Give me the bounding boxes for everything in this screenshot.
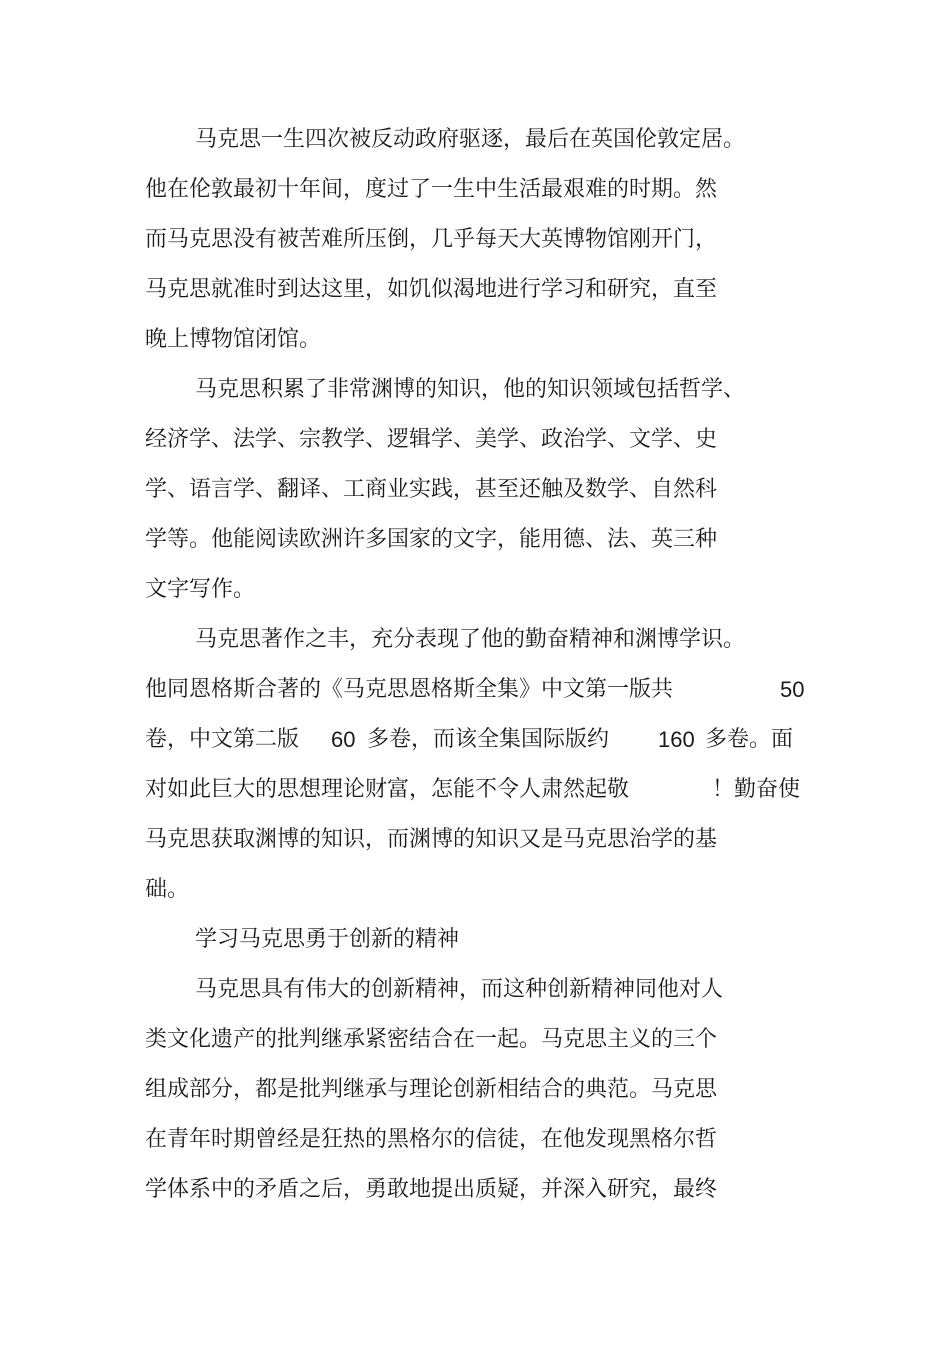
paragraph-3-line-4-part-b: ！勤奋使 (712, 777, 801, 802)
paragraph-2-line-2: 经济学、法学、宗教学、逻辑学、美学、政治学、文学、史 (145, 427, 718, 452)
paragraph-3-number-60: 60 (331, 727, 356, 752)
paragraph-2-line-3: 学、语言学、翻译、工商业实践，甚至还触及数学、自然科 (145, 477, 718, 502)
paragraph-3-line-1: 马克思著作之丰，充分表现了他的勤奋精神和渊博学识。 (195, 627, 746, 652)
paragraph-3-line-3-part-c: 多卷。面 (705, 727, 794, 752)
paragraph-1-line-3: 而马克思没有被苦难所压倒，几乎每天大英博物馆刚开门， (145, 227, 718, 252)
paragraph-3-line-5: 马克思获取渊博的知识，而渊博的知识又是马克思治学的基 (145, 827, 718, 852)
paragraph-3-line-6: 础。 (145, 877, 190, 902)
paragraph-2-line-5: 文字写作。 (145, 577, 256, 602)
paragraph-1-line-4: 马克思就准时到达这里，如饥似渴地进行学习和研究，直至 (145, 277, 718, 302)
paragraph-3-line-3-part-b: 多卷，而该全集国际版约 (367, 727, 610, 752)
paragraph-3-line-4-part-a: 对如此巨大的思想理论财富，怎能不令人肃然起敬 (145, 777, 630, 802)
paragraph-1-line-5: 晚上博物馆闭馆。 (145, 327, 322, 352)
paragraph-1-line-2: 他在伦敦最初十年间，度过了一生中生活最艰难的时期。然 (145, 177, 718, 202)
paragraph-3-line-3-part-a: 卷，中文第二版 (145, 727, 300, 752)
paragraph-3-number-50: 50 (780, 677, 805, 702)
section-heading: 学习马克思勇于创新的精神 (195, 927, 460, 952)
paragraph-3-line-2: 他同恩格斯合著的《马克思恩格斯全集》中文第一版共 (145, 677, 674, 702)
paragraph-3-number-160: 160 (658, 727, 695, 752)
paragraph-4-line-1: 马克思具有伟大的创新精神，而这种创新精神同他对人 (195, 977, 724, 1002)
paragraph-4-line-5: 学体系中的矛盾之后，勇敢地提出质疑，并深入研究，最终 (145, 1177, 718, 1202)
paragraph-4-line-4: 在青年时期曾经是狂热的黑格尔的信徒，在他发现黑格尔哲 (145, 1127, 718, 1152)
paragraph-4-line-2: 类文化遗产的批判继承紧密结合在一起。马克思主义的三个 (145, 1027, 718, 1052)
paragraph-2-line-4: 学等。他能阅读欧洲许多国家的文字，能用德、法、英三种 (145, 527, 718, 552)
paragraph-4-line-3: 组成部分，都是批判继承与理论创新相结合的典范。马克思 (145, 1077, 718, 1102)
paragraph-1-line-1: 马克思一生四次被反动政府驱逐，最后在英国伦敦定居。 (195, 127, 746, 152)
paragraph-2-line-1: 马克思积累了非常渊博的知识，他的知识领域包括哲学、 (195, 377, 746, 402)
